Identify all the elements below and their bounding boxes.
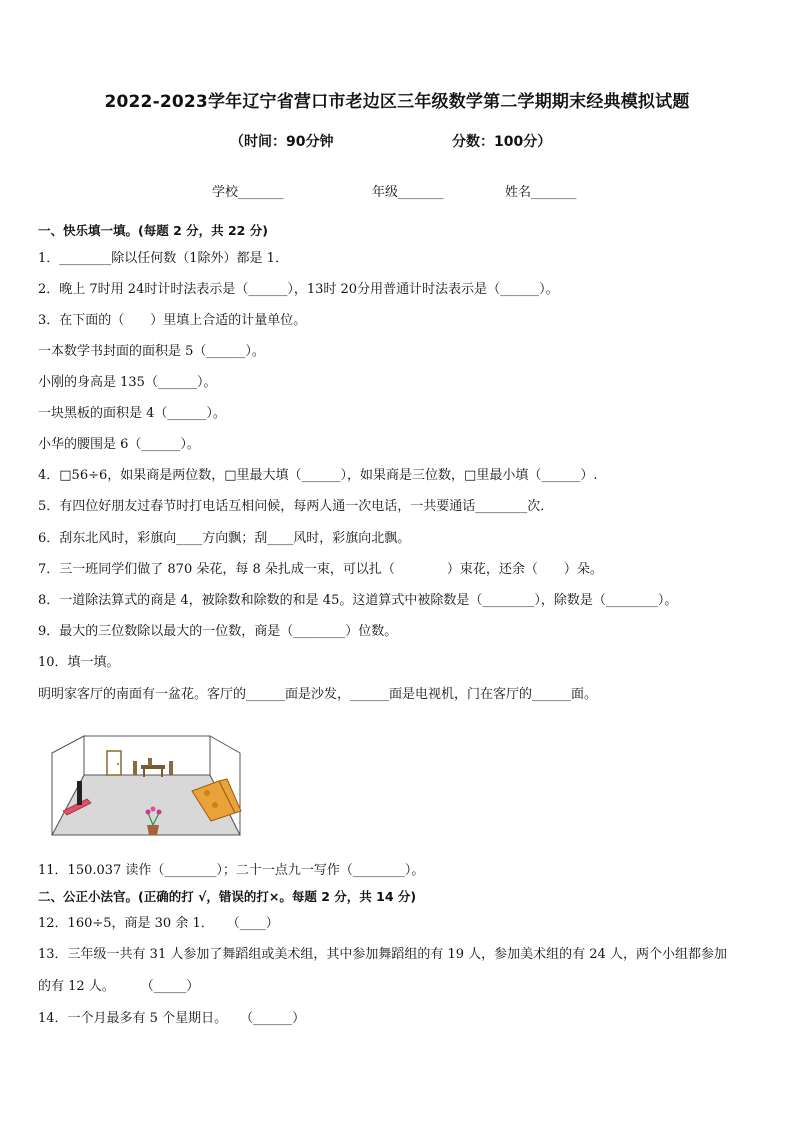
section-heading-1: 一、快乐填一填。(每题 2 分，共 22 分) bbox=[38, 223, 268, 238]
question-line: 3．在下面的（ ）里填上合适的计量单位。 bbox=[38, 313, 307, 328]
living-room-illustration bbox=[49, 733, 243, 839]
exam-score: 分数：100分） bbox=[452, 134, 552, 150]
section-heading-2: 二、公正小法官。(正确的打 √，错误的打×。每题 2 分，共 14 分) bbox=[38, 889, 417, 904]
question-line: 小刚的身高是 135（______）。 bbox=[38, 375, 217, 390]
flower bbox=[157, 810, 162, 815]
grade-field: 年级_______ bbox=[372, 185, 444, 200]
page-title: 2022-2023学年辽宁省营口市老边区三年级数学第二学期期末经典模拟试题 bbox=[104, 92, 690, 112]
chair bbox=[169, 761, 173, 775]
dining-table bbox=[141, 765, 165, 769]
table-leg bbox=[161, 769, 163, 777]
sofa-cushion bbox=[204, 790, 210, 796]
question-line: 1．________除以任何数（1除外）都是 1． bbox=[38, 251, 288, 266]
name-field: 姓名_______ bbox=[505, 185, 577, 200]
question-line: 12．160÷5，商是 30 余 1． （____） bbox=[38, 916, 279, 931]
question-line: 14．一个月最多有 5 个星期日。 （______） bbox=[38, 1011, 306, 1026]
flower bbox=[151, 807, 156, 812]
door-knob bbox=[117, 763, 119, 765]
exam-time: （时间：90分钟 bbox=[230, 134, 334, 150]
question-line: 5．有四位好朋友过春节时打电话互相问候，每两人通一次电话，一共要通话________次． bbox=[38, 499, 554, 514]
question-line: 6．刮东北风时，彩旗向____方向飘；刮____风时，彩旗向北飘。 bbox=[38, 531, 411, 546]
question-line: 7．三一班同学们做了 870 朵花，每 8 朵扎成一束，可以扎（ ）束花，还余（ ）朵。 bbox=[38, 562, 603, 577]
question-line: 2．晚上 7时用 24时计时法表示是（______），13时 20分用普通计时法表示是（______）。 bbox=[38, 282, 559, 297]
flower bbox=[146, 810, 151, 815]
question-line: 小华的腰围是 6（______）。 bbox=[38, 437, 200, 452]
question-line: 11．150.037 读作（________）；二十一点九一写作（________）。 bbox=[38, 863, 425, 878]
question-line: 9．最大的三位数除以最大的一位数，商是（________）位数。 bbox=[38, 624, 398, 639]
table-leg bbox=[143, 769, 145, 777]
door bbox=[107, 751, 121, 775]
sofa-cushion bbox=[212, 802, 218, 808]
school-field: 学校_______ bbox=[212, 185, 284, 200]
question-line: 一块黑板的面积是 4（______）。 bbox=[38, 406, 226, 421]
question-line: 一本数学书封面的面积是 5（______）。 bbox=[38, 344, 265, 359]
question-line: 4．□56÷6，如果商是两位数，□里最大填（______），如果商是三位数，□里最小填（______）. bbox=[38, 468, 598, 483]
question-line: 10．填一填。 bbox=[38, 655, 120, 670]
question-line: 明明家客厅的南面有一盆花。客厅的______面是沙发，______面是电视机，门在客厅的______面。 bbox=[38, 687, 598, 702]
chair bbox=[133, 761, 137, 775]
question-line: 8．一道除法算式的商是 4，被除数和除数的和是 45。这道算式中被除数是（________），除数是（________）。 bbox=[38, 593, 678, 608]
question-line: 的有 12 人。 （_____） bbox=[38, 979, 200, 994]
chair bbox=[148, 758, 152, 766]
flower-pot bbox=[147, 825, 159, 835]
tv bbox=[77, 781, 82, 805]
question-line: 13．三年级一共有 31 人参加了舞蹈组或美术组，其中参加舞蹈组的有 19 人，参加美术组的有 24 人，两个小组都参加 bbox=[38, 947, 727, 962]
back-wall bbox=[84, 736, 210, 775]
